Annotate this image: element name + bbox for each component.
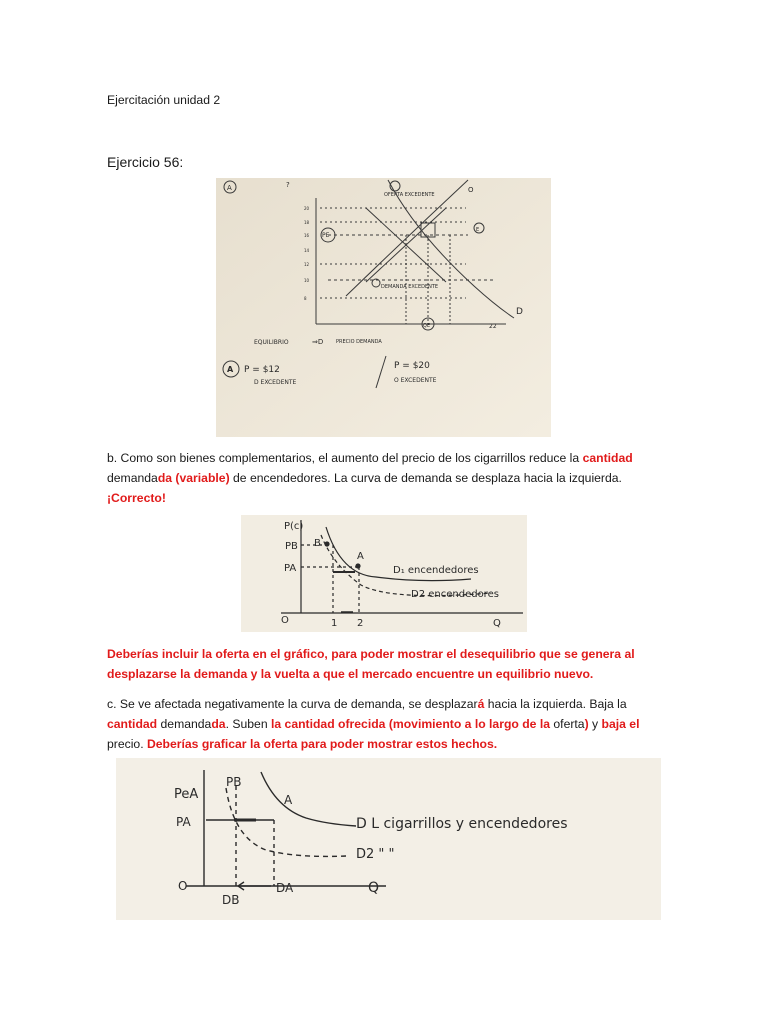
exercise-heading: Ejercicio 56:: [107, 154, 184, 170]
a-point-label: A: [357, 551, 364, 562]
pa-label: PA: [176, 815, 191, 829]
offer-excess-label: OFERTA EXCEDENTE: [384, 192, 435, 198]
demand-excess-label: DEMANDA EXCEDENTE: [381, 284, 439, 290]
red-correction: ¡Correcto!: [107, 491, 166, 505]
pb-label: PB: [226, 775, 242, 789]
qe-label: QE: [423, 323, 431, 329]
pb-label: PB: [285, 541, 298, 552]
y-tick: 14: [304, 248, 310, 253]
answer-b-excess: O EXCEDENTE: [394, 377, 437, 384]
text: y: [588, 717, 602, 731]
supply-curve-label: O: [468, 186, 474, 194]
y-tick: 18: [304, 220, 310, 225]
handwritten-graph-photo-3: [116, 758, 661, 920]
red-correction: la cantidad ofrecida (movimiento a lo largo de la: [270, 717, 551, 731]
pe-label: PE: [322, 232, 330, 239]
text: b. Como son bienes complementarios, el aumento del precio de los cigarrillos reduce la: [107, 451, 583, 465]
equilibrio-label: EQUILIBRIO: [254, 339, 289, 346]
q-axis-label: Q: [368, 880, 380, 896]
answer-a-marker: A: [227, 365, 234, 374]
text: precio.: [107, 737, 147, 751]
paragraph-c: [107, 694, 667, 754]
y-axis-label: P(c): [284, 521, 304, 532]
handwritten-graph-photo-1: [216, 178, 551, 437]
text: . Suben: [225, 717, 271, 731]
e-label: E: [476, 227, 480, 233]
text: hacia la izquierda. Baja la: [484, 697, 627, 711]
red-correction: á: [477, 697, 485, 711]
q1-label: 1: [331, 618, 338, 629]
text: demanda: [157, 717, 212, 731]
y-tick: 12: [304, 262, 310, 267]
y-tick: 16: [304, 233, 310, 238]
y-tick: 8: [304, 296, 307, 301]
red-correction: da: [211, 717, 226, 731]
answer-b-price: P = $20: [394, 361, 430, 371]
red-correction: baja el: [601, 717, 640, 731]
b-point-label: B: [314, 538, 321, 549]
red-correction: cantidad: [582, 451, 633, 465]
d1-label: D₁ encendedores: [393, 565, 479, 576]
text: oferta: [550, 717, 585, 731]
red-correction: Deberías graficar la oferta para poder mostrar estos hechos.: [146, 737, 498, 751]
equilibrio-arrow: ⇒D: [312, 338, 324, 346]
red-correction: da (variable): [157, 471, 230, 485]
q2-label: 2: [357, 618, 364, 629]
da-label: DA: [276, 881, 294, 895]
paragraph-b: [107, 448, 667, 508]
d2-label: D2 " ": [356, 847, 395, 862]
answer-a-excess: D EXCEDENTE: [254, 379, 297, 386]
origin-label: O: [281, 615, 289, 626]
document-title: Ejercitación unidad 2: [107, 93, 221, 107]
text: demanda: [107, 471, 158, 485]
d2-label: D2 encendedores: [411, 589, 499, 600]
graph-corner-label: A: [227, 184, 232, 192]
dl-label: D L cigarrillos y encendedores: [356, 816, 568, 832]
answer-a-price: P = $12: [244, 365, 280, 375]
red-correction: cantidad: [107, 717, 158, 731]
handwritten-graph-photo-2: [241, 515, 527, 632]
origin-label: O: [178, 879, 188, 893]
demand-curve-label: D: [516, 307, 523, 317]
precio-demanda-label: PRECIO DEMANDA: [336, 339, 382, 345]
a-point-label: A: [284, 793, 293, 807]
db-label: DB: [222, 893, 240, 907]
text: c. Se ve afectada negativamente la curva de demanda, se desplazar: [107, 697, 478, 711]
red-correction: ): [584, 717, 589, 731]
feedback-b: Deberías incluir la oferta en el gráfico, para poder mostrar el desequilibrio que se genera al desplazarse la demanda y la vuelta a que el mercado encuentre un equilibrio nuevo.: [107, 647, 635, 681]
graph-question-mark: ?: [286, 181, 290, 189]
y-axis-label: PeA: [174, 787, 199, 802]
y-tick: 10: [304, 278, 310, 283]
text: de encendedores. La curva de demanda se desplaza hacia la izquierda.: [229, 471, 622, 485]
y-tick: 20: [304, 206, 310, 211]
q-axis-label: Q: [493, 618, 501, 629]
x-tick: 22: [489, 323, 497, 330]
pa-label: PA: [284, 563, 297, 574]
